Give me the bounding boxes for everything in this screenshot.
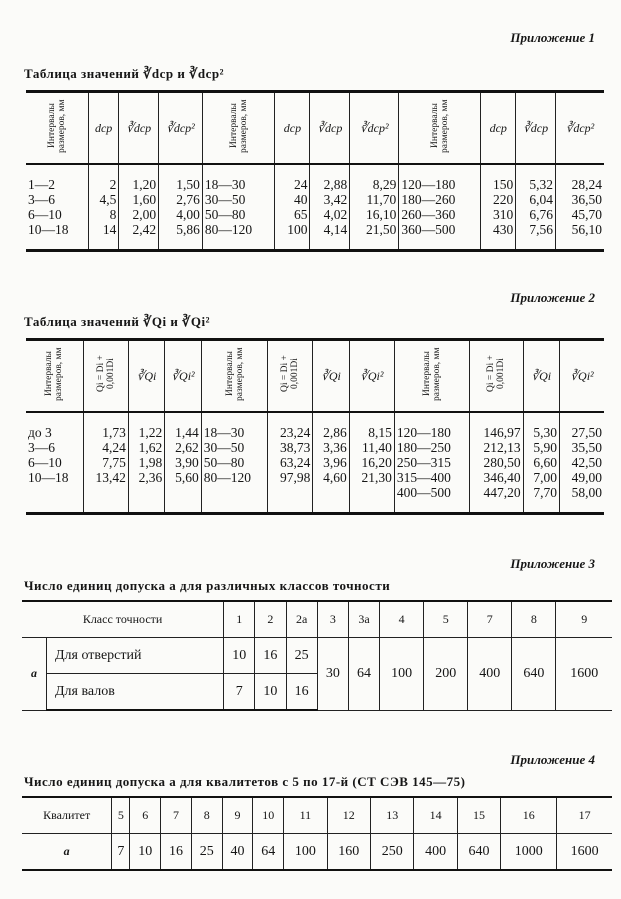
table-cell: 1—2	[28, 177, 55, 192]
spacer-cell	[399, 237, 481, 251]
grade-cell: 10	[253, 797, 284, 834]
value-cell: 30	[317, 638, 348, 711]
column-header-label: ∛Qi	[321, 368, 341, 383]
header-row	[26, 92, 604, 165]
grade-cell: 8	[191, 797, 222, 834]
table-cell: 2,00	[119, 207, 159, 222]
table-cell: 14	[88, 222, 118, 237]
table-cell: 212,13	[469, 440, 523, 455]
table-cell: 6,04	[516, 192, 556, 207]
spacer-cell	[26, 164, 88, 177]
column-header	[350, 92, 399, 165]
spacer-cell	[313, 412, 349, 425]
value-cell: 25	[286, 638, 317, 674]
table-cell: 2,88	[310, 177, 350, 192]
spacer-cell	[394, 412, 469, 425]
table-cell	[26, 485, 83, 500]
column-header-label: Интервалы размеров, мм	[429, 99, 450, 153]
table-cell: 21,50	[350, 222, 399, 237]
table-cell: 346,40	[469, 470, 523, 485]
grade-cell: 13	[370, 797, 413, 834]
a-label: a	[22, 638, 47, 711]
table-cell: 7,70	[523, 485, 559, 500]
grade-cell: 5	[112, 797, 130, 834]
value-cell: 64	[253, 834, 284, 871]
column-header-label: ∛dср²	[166, 120, 195, 135]
grade-label: Квалитет	[22, 797, 112, 834]
table-row	[26, 177, 604, 192]
table-cell: 400—500	[394, 485, 469, 500]
table-cell: 27,50	[560, 425, 604, 440]
column-header	[275, 92, 310, 165]
column-header	[26, 92, 88, 165]
spacer-cell	[201, 412, 268, 425]
table-cell: 315—400	[394, 470, 469, 485]
column-header	[159, 92, 203, 165]
column-header-label: ∛dср	[317, 120, 343, 135]
column-header-label: Qi = Di + 0,001Di	[486, 355, 507, 393]
table-cell: 4,5	[88, 192, 118, 207]
spacer-cell	[165, 500, 201, 514]
table-cell: 180—260	[399, 192, 481, 207]
column-header-label: dср	[283, 120, 302, 135]
spacer-cell	[275, 164, 310, 177]
table-cell	[268, 485, 313, 500]
table-cell: 40	[275, 192, 310, 207]
grade-cell: 9	[222, 797, 253, 834]
table-cell: 6—10	[28, 455, 62, 470]
column-header	[202, 92, 275, 165]
table-cell: 2,76	[159, 192, 203, 207]
table-cell: 50—80	[201, 455, 268, 470]
value-cell: 1000	[501, 834, 557, 871]
column-header	[313, 340, 349, 413]
table-cell: 447,20	[469, 485, 523, 500]
column-header-label: ∛Qi²	[171, 368, 195, 383]
spacer-row	[26, 164, 604, 177]
column-header-label: dср	[489, 120, 507, 135]
column-header	[523, 340, 559, 413]
spacer-cell	[26, 237, 88, 251]
value-cell: 10	[255, 674, 286, 711]
column-header-label: ∛Qi²	[570, 368, 594, 383]
spacer-cell	[523, 500, 559, 514]
table-cell: 1,50	[159, 177, 203, 192]
table-cell: 3,96	[313, 455, 349, 470]
table-cell: 10—18	[28, 470, 69, 485]
table-row	[26, 470, 604, 485]
spacer-cell	[469, 412, 523, 425]
column-header	[201, 340, 268, 413]
table-cell: 11,70	[350, 192, 399, 207]
table-cell: 38,73	[268, 440, 313, 455]
class-cell: 8	[512, 601, 556, 638]
table-cell	[349, 485, 394, 500]
table-cell: 1,62	[128, 440, 164, 455]
grade-cell: 6	[130, 797, 161, 834]
spacer-cell	[310, 237, 350, 251]
table-cell: 4,14	[310, 222, 350, 237]
spacer-cell	[481, 164, 516, 177]
table-cell: 7,00	[523, 470, 559, 485]
table-cell: 36,50	[556, 192, 605, 207]
spacer-cell	[201, 500, 268, 514]
grade-cell: 14	[414, 797, 457, 834]
class-label: Класс точности	[22, 601, 224, 638]
a-row	[22, 834, 612, 871]
spacer-cell	[26, 412, 83, 425]
column-header	[119, 92, 159, 165]
table-row	[26, 440, 604, 455]
value-cell: 7	[224, 674, 255, 711]
column-header-label: Qi = Di + 0,001Di	[280, 355, 301, 393]
value-cell: 40	[222, 834, 253, 871]
table-cell: 3,36	[313, 440, 349, 455]
spacer-cell	[268, 500, 313, 514]
column-header	[516, 92, 556, 165]
column-header-label: ∛dср²	[359, 120, 389, 135]
spacer-cell	[165, 412, 201, 425]
column-header	[556, 92, 605, 165]
table-cell: 260—360	[399, 207, 481, 222]
column-header-label: Интервалы размеров, мм	[421, 347, 442, 401]
class-cell: 7	[468, 601, 512, 638]
value-cell: 7	[112, 834, 130, 871]
table-cell: 180—250	[394, 440, 469, 455]
grade-cell: 12	[327, 797, 370, 834]
column-header-label: ∛dср²	[565, 120, 595, 135]
value-cell: 16	[255, 638, 286, 674]
table-cell: 3,90	[165, 455, 201, 470]
table-cube-roots-qi	[26, 338, 604, 515]
table-cell: 100	[275, 222, 310, 237]
table-cell: 6,60	[523, 455, 559, 470]
spacer-cell	[128, 412, 164, 425]
table-cell	[313, 485, 349, 500]
table-cell: 18—30	[201, 425, 268, 440]
table-row	[26, 192, 604, 207]
table-cell: 3—6	[28, 440, 55, 455]
table-cell: 21,30	[349, 470, 394, 485]
table-accuracy-classes	[22, 600, 612, 711]
table-cell: 2,62	[165, 440, 201, 455]
table-row	[26, 222, 604, 237]
spacer-cell	[469, 500, 523, 514]
spacer-row	[26, 237, 604, 251]
table-cell: 220	[481, 192, 516, 207]
column-header-label: ∛dср	[126, 120, 152, 135]
table-cell: 250—315	[394, 455, 469, 470]
spacer-cell	[88, 164, 118, 177]
table-row	[26, 455, 604, 470]
column-header	[26, 340, 83, 413]
spacer-cell	[159, 237, 203, 251]
table-cell: 65	[275, 207, 310, 222]
spacer-cell	[349, 500, 394, 514]
spacer-cell	[399, 164, 481, 177]
column-header-label: Интервалы размеров, мм	[46, 99, 67, 153]
spacer-cell	[275, 237, 310, 251]
value-cell: 1600	[556, 638, 612, 711]
table-cell: 97,98	[268, 470, 313, 485]
table-cell: 28,24	[556, 177, 605, 192]
table-cell: 56,10	[556, 222, 605, 237]
spacer-row	[26, 412, 604, 425]
table-cell: до 3	[28, 425, 52, 440]
table-cell: 30—50	[202, 192, 275, 207]
table-cell: 2,36	[128, 470, 164, 485]
spacer-cell	[83, 412, 128, 425]
table-row	[26, 425, 604, 440]
table-cell: 80—120	[201, 470, 268, 485]
column-header	[88, 92, 118, 165]
table-cell: 150	[481, 177, 516, 192]
grade-cell: 11	[284, 797, 327, 834]
spacer-cell	[119, 237, 159, 251]
table-cell: 42,50	[560, 455, 604, 470]
a-label: a	[22, 834, 112, 871]
table-cell: 120—180	[394, 425, 469, 440]
value-cell: 160	[327, 834, 370, 871]
table-cell: 280,50	[469, 455, 523, 470]
value-cell: 1600	[557, 834, 612, 871]
spacer-cell	[350, 237, 399, 251]
table-cell: 360—500	[399, 222, 481, 237]
table-cell: 430	[481, 222, 516, 237]
spacer-cell	[119, 164, 159, 177]
table-cell: 1,73	[83, 425, 128, 440]
table-cell: 5,86	[159, 222, 203, 237]
spacer-cell	[159, 164, 203, 177]
table-cell: 2	[88, 177, 118, 192]
value-cell: 200	[424, 638, 468, 711]
shafts-label: Для валов	[47, 674, 224, 711]
class-cell: 9	[556, 601, 612, 638]
column-header	[469, 340, 523, 413]
grade-cell: 7	[161, 797, 192, 834]
grade-row	[22, 797, 612, 834]
table-cell: 11,40	[349, 440, 394, 455]
grade-cell: 16	[501, 797, 557, 834]
value-cell: 400	[414, 834, 457, 871]
column-header-label: Интервалы размеров, мм	[224, 347, 245, 401]
spacer-cell	[83, 500, 128, 514]
column-header	[268, 340, 313, 413]
class-cell: 3	[317, 601, 348, 638]
column-header-label: ∛Qi	[136, 368, 157, 383]
class-cell: 5	[424, 601, 468, 638]
value-cell: 16	[286, 674, 317, 711]
table-cell: 10—18	[28, 222, 69, 237]
value-cell: 100	[380, 638, 424, 711]
column-header-label: ∛dср	[523, 120, 549, 135]
spacer-cell	[349, 412, 394, 425]
column-header-label: ∛Qi²	[360, 368, 384, 383]
appendix-2-title: Таблица значений ∛Qi и ∛Qi²	[24, 314, 210, 329]
table-cell: 1,22	[128, 425, 164, 440]
table-cell: 4,60	[313, 470, 349, 485]
column-header	[310, 92, 350, 165]
class-cell: 1	[224, 601, 255, 638]
column-header	[83, 340, 128, 413]
table-cell: 7,75	[83, 455, 128, 470]
spacer-cell	[523, 412, 559, 425]
column-header	[394, 340, 469, 413]
spacer-row	[26, 500, 604, 514]
table-cell	[83, 485, 128, 500]
spacer-cell	[350, 164, 399, 177]
grade-cell: 17	[557, 797, 612, 834]
table-cell: 1,44	[165, 425, 201, 440]
value-cell: 10	[224, 638, 255, 674]
appendix-1-title: Таблица значений ∛dср и ∛dср²	[24, 66, 224, 81]
column-header	[349, 340, 394, 413]
column-header	[560, 340, 604, 413]
class-cell: 3а	[348, 601, 379, 638]
table-cell: 16,10	[350, 207, 399, 222]
spacer-cell	[88, 237, 118, 251]
spacer-cell	[202, 237, 275, 251]
table-cell: 1,20	[119, 177, 159, 192]
column-header	[481, 92, 516, 165]
value-cell: 640	[457, 834, 500, 871]
table-cell: 1,98	[128, 455, 164, 470]
appendix-3-label: Приложение 3	[510, 556, 595, 571]
column-header-label: dср	[94, 120, 113, 135]
table-cell: 23,24	[268, 425, 313, 440]
spacer-cell	[516, 164, 556, 177]
table-cell: 4,00	[159, 207, 203, 222]
table-row	[26, 485, 604, 500]
value-cell: 64	[348, 638, 379, 711]
spacer-cell	[313, 500, 349, 514]
column-header-label: ∛Qi	[531, 368, 552, 383]
table-cell: 58,00	[560, 485, 604, 500]
table-cell: 3,42	[310, 192, 350, 207]
value-cell: 400	[468, 638, 512, 711]
appendix-4-title: Число единиц допуска a для квалитетов с 5 по 17-й (СТ СЭВ 145—75)	[24, 774, 466, 789]
table-cell: 5,32	[516, 177, 556, 192]
spacer-cell	[560, 412, 604, 425]
table-cell: 1,60	[119, 192, 159, 207]
appendix-1-label: Приложение 1	[510, 30, 595, 45]
spacer-cell	[516, 237, 556, 251]
class-cell: 4	[380, 601, 424, 638]
spacer-cell	[202, 164, 275, 177]
table-cell: 6,76	[516, 207, 556, 222]
table-cell: 16,20	[349, 455, 394, 470]
header-row	[26, 340, 604, 413]
table-row	[26, 207, 604, 222]
column-header	[165, 340, 201, 413]
value-cell: 250	[370, 834, 413, 871]
column-header	[399, 92, 481, 165]
column-header-label: Интервалы размеров, мм	[228, 99, 249, 153]
value-cell: 25	[191, 834, 222, 871]
table-cell: 3—6	[28, 192, 55, 207]
value-cell: 100	[284, 834, 327, 871]
table-cell: 7,56	[516, 222, 556, 237]
table-cell	[128, 485, 164, 500]
table-cell: 8,29	[350, 177, 399, 192]
table-cell: 5,90	[523, 440, 559, 455]
table-cell: 8,15	[349, 425, 394, 440]
appendix-2-label: Приложение 2	[510, 290, 595, 305]
table-cell: 310	[481, 207, 516, 222]
table-cell: 50—80	[202, 207, 275, 222]
table-cell: 146,97	[469, 425, 523, 440]
table-grades	[22, 796, 612, 871]
spacer-cell	[26, 500, 83, 514]
spacer-cell	[268, 412, 313, 425]
table-cell: 80—120	[202, 222, 275, 237]
table-cell: 18—30	[202, 177, 275, 192]
table-cell: 30—50	[201, 440, 268, 455]
column-header	[128, 340, 164, 413]
table-cell	[201, 485, 268, 500]
class-cell: 2а	[286, 601, 317, 638]
value-cell: 10	[130, 834, 161, 871]
appendix-4-label: Приложение 4	[510, 752, 595, 767]
value-cell: 640	[512, 638, 556, 711]
table-cube-roots-dcp	[26, 90, 604, 252]
table-cell: 8	[88, 207, 118, 222]
appendix-3-title: Число единиц допуска a для различных классов точности	[24, 578, 391, 593]
table-cell: 2,42	[119, 222, 159, 237]
table-cell: 2,86	[313, 425, 349, 440]
table-cell: 63,24	[268, 455, 313, 470]
spacer-cell	[394, 500, 469, 514]
table-cell: 24	[275, 177, 310, 192]
column-header-label: Интервалы размеров, мм	[44, 347, 65, 401]
table-cell: 5,60	[165, 470, 201, 485]
spacer-cell	[481, 237, 516, 251]
value-cell: 16	[161, 834, 192, 871]
table-cell: 13,42	[83, 470, 128, 485]
table-cell: 45,70	[556, 207, 605, 222]
column-header-label: Qi = Di + 0,001Di	[95, 355, 116, 393]
table-cell: 6—10	[28, 207, 62, 222]
spacer-cell	[560, 500, 604, 514]
holes-label: Для отверстий	[47, 638, 224, 674]
table-cell: 4,24	[83, 440, 128, 455]
table-cell: 120—180	[399, 177, 481, 192]
table-cell	[165, 485, 201, 500]
table-cell: 35,50	[560, 440, 604, 455]
table-cell: 4,02	[310, 207, 350, 222]
spacer-cell	[310, 164, 350, 177]
table-cell: 5,30	[523, 425, 559, 440]
table-cell: 49,00	[560, 470, 604, 485]
class-cell: 2	[255, 601, 286, 638]
spacer-cell	[556, 164, 605, 177]
spacer-cell	[556, 237, 605, 251]
spacer-cell	[128, 500, 164, 514]
grade-cell: 15	[457, 797, 500, 834]
